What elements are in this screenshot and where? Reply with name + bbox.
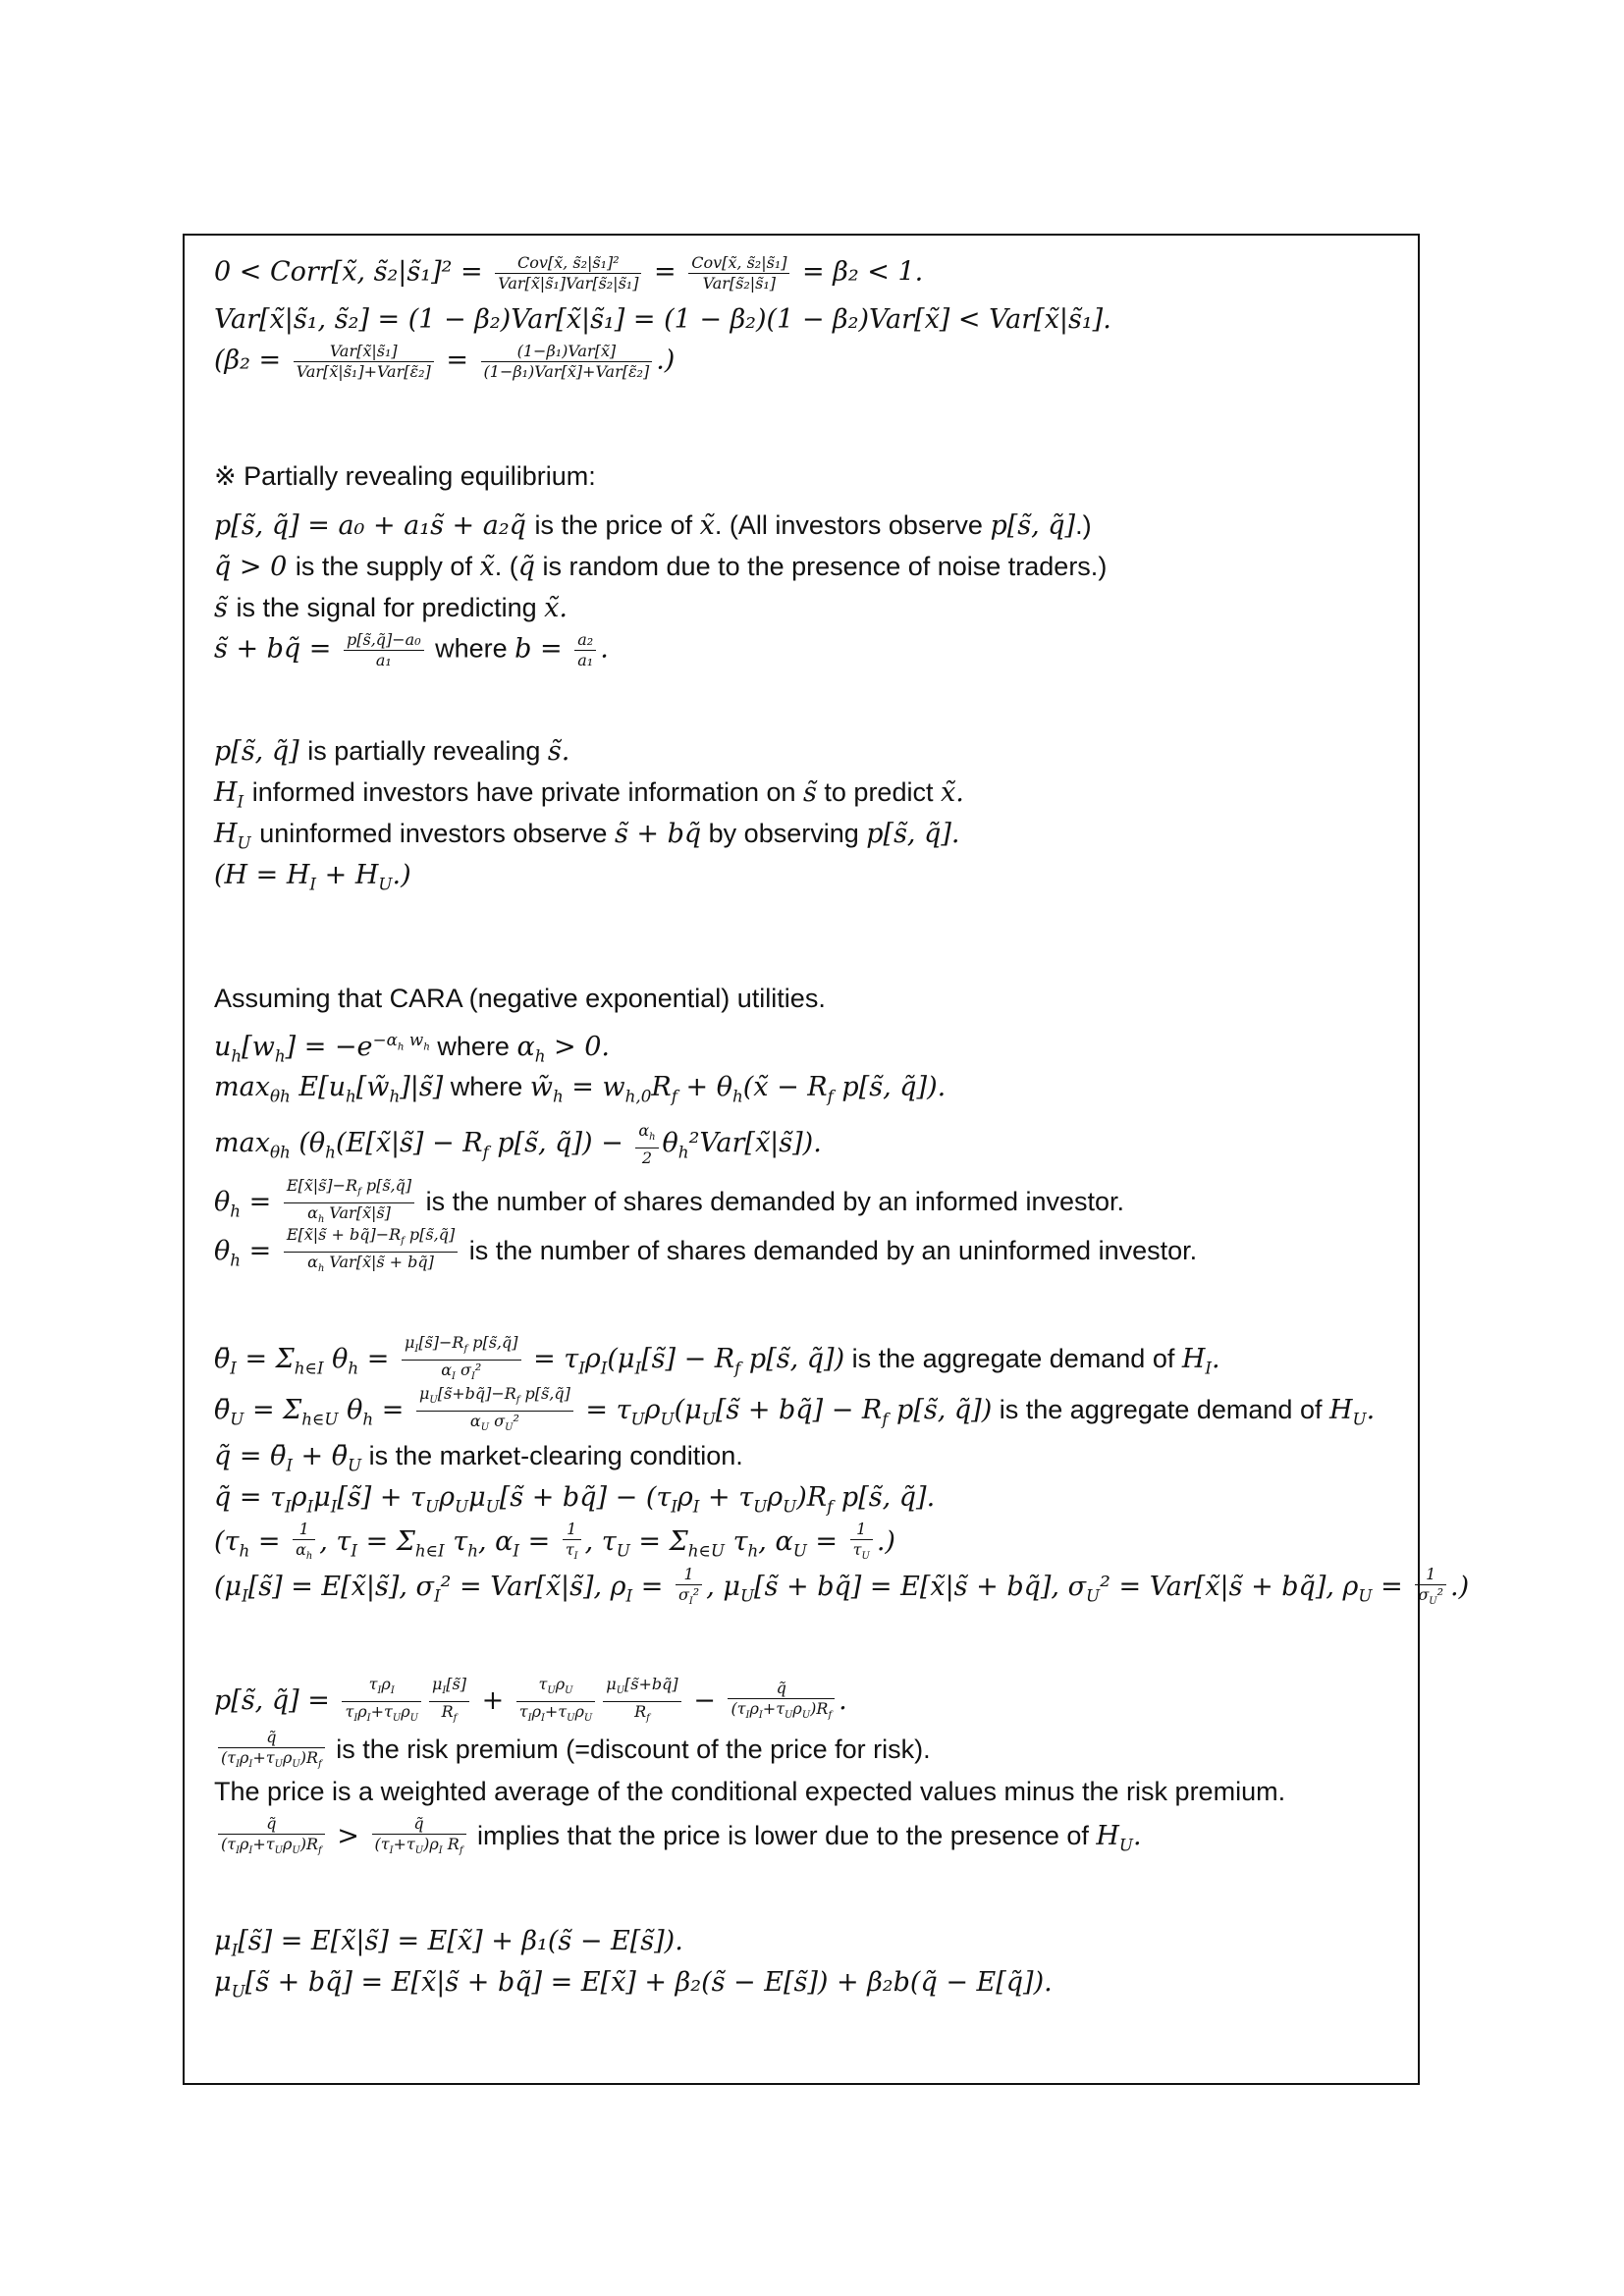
fraction	[416, 1384, 573, 1438]
math-segment: =	[437, 345, 477, 376]
text-line-16	[214, 1121, 822, 1169]
math-segment: , $\tau_I = \Sigma_{h\in I}$ $\tau_h$, $\alpha_I$ =	[319, 1526, 559, 1561]
math-segment: $\alpha_h > 0$.	[516, 1032, 611, 1066]
prose-segment: to predict	[816, 777, 941, 807]
math-segment: p[s̃, q̃]	[990, 510, 1076, 541]
math-segment: $\theta_h$ =	[214, 1235, 280, 1270]
text-line-5	[214, 508, 1092, 543]
text-line-30	[214, 1965, 1053, 2007]
math-segment: , $\mu_U[s̃$ + bq̃] = E[x̃|s̃ + bq̃], $\sigma_U^2$ = Var[x̃|s̃ + bq̃], $\rho_U$ =	[706, 1572, 1412, 1606]
fraction-numerator: $\mu_I[s̃]-R_f$ p[s̃,q̃]	[402, 1333, 521, 1361]
text-line-29	[214, 1924, 683, 1966]
math-segment: $\thetā_U = \Sigma_{h\in U}$ $\theta_h$ =	[214, 1394, 412, 1429]
fraction-numerator: $\mu_U[s̃+bq̃]$	[603, 1675, 680, 1702]
math-segment: .)	[656, 345, 676, 376]
fraction-numerator: $E[x̃|s̃]-R_f$ p[s̃,q̃]	[284, 1176, 414, 1203]
math-segment: q̃ > 0	[214, 552, 296, 582]
text-line-20	[214, 1384, 1375, 1438]
text-line-8	[214, 630, 609, 670]
math-segment: q̃	[517, 552, 535, 582]
text-line-11	[214, 817, 960, 859]
fraction-numerator: q̃	[218, 1728, 325, 1748]
math-segment: ($\mu_I[s̃]$ = E[x̃|s̃], $\sigma_I^2$ = Var[x̃|s̃], $\rho_I$ =	[214, 1572, 672, 1606]
prose-segment: is the aggregate demand of	[844, 1343, 1182, 1373]
math-segment: 0 < Corr[x̃, s̃₂|s̃₁]² =	[214, 256, 492, 288]
fraction-numerator: p[s̃,q̃]−a₀	[344, 630, 424, 651]
prose-segment: is the market-clearing condition.	[361, 1441, 743, 1470]
math-segment: .	[839, 1684, 847, 1716]
math-segment: (β₂ =	[214, 345, 290, 376]
math-segment: $\thetā_I = \Sigma_{h\in I}$ $\theta_h$ =	[214, 1343, 398, 1378]
prose-segment: is random due to the presence of noise traders.)	[534, 552, 1108, 581]
math-segment: $\max_{\theta h}$ ($\theta_h(E[x̃|s̃] - R_f$ p[s̃, q̃]) −	[214, 1128, 632, 1162]
fraction-denominator: $\tau_I\rho_I+\tau_U\rho_U$	[518, 1702, 593, 1725]
fraction-numerator: 1	[563, 1520, 581, 1540]
text-line-12	[214, 858, 411, 900]
math-segment: p[s̃, q̃] = a₀ + a₁s̃ + a₂q̃	[214, 510, 535, 541]
fraction-denominator: $\tau_I\rho_I+\tau_U\rho_U$	[345, 1702, 418, 1725]
math-segment: $w̃_h = w_{h,0}R_f$ + $\theta_h(x̃ - R_f$ p[s̃, q̃]).	[529, 1072, 947, 1106]
math-segment: x̃.	[940, 777, 964, 808]
fraction-numerator: Var[x̃|s̃₁]	[294, 342, 434, 362]
math-segment: p[s̃, q̃]	[214, 736, 308, 767]
math-segment: ($\tau_h$ =	[214, 1526, 290, 1561]
prose-segment: is the signal for predicting	[236, 593, 545, 622]
content-frame	[183, 234, 1470, 2085]
math-segment: −	[684, 1684, 725, 1716]
fraction-denominator: $\tau_I$	[565, 1540, 578, 1563]
math-segment: =	[645, 256, 685, 288]
text-line-26	[214, 1728, 931, 1775]
fraction-denominator: $(\tau_I+\tau_U)\rho_I$ $R_f$	[374, 1835, 463, 1857]
math-segment: = $\tau_U\rho_U(\mu_U[s̃$ + bq̃] − $R_f$ p[s̃, q̃])	[576, 1394, 993, 1429]
math-segment: s̃.	[547, 736, 570, 767]
prose-segment: . (	[494, 552, 518, 581]
fraction-numerator: 1	[850, 1520, 873, 1540]
text-line-9	[214, 734, 569, 769]
math-segment: $u_h[w_h] = -e^{-\alpha_h w_h}$	[214, 1030, 430, 1066]
fraction-numerator: $\tau_U\rho_U$	[516, 1675, 596, 1702]
fraction-numerator: Cov[x̃, s̃₂|s̃₁]	[688, 253, 789, 274]
math-segment: +	[472, 1684, 513, 1716]
fraction	[1415, 1565, 1446, 1612]
math-segment: s̃	[803, 777, 817, 808]
fraction	[574, 630, 596, 670]
fraction-denominator: $\sigma_U^2$	[1418, 1585, 1444, 1608]
math-segment: p[s̃, q̃] =	[214, 1684, 339, 1716]
text-line-21	[214, 1439, 743, 1481]
fraction-denominator: $R_f$	[634, 1702, 650, 1725]
text-line-19	[214, 1333, 1220, 1387]
math-segment: s̃ + bq̃ =	[214, 633, 340, 665]
fraction-numerator: 1	[293, 1520, 315, 1540]
fraction	[850, 1520, 873, 1567]
fraction-denominator: $(\tau_I\rho_I+\tau_U\rho_U)R_f$	[731, 1698, 833, 1721]
fraction-denominator: Var[s̃₂|s̃₁]	[702, 274, 777, 293]
math-segment: q̃ = $\thetā_I$ + $\thetā_U$	[214, 1441, 362, 1475]
fraction-denominator: a₁	[577, 651, 594, 669]
math-segment: $(H = H_I + H_U.)$	[214, 860, 411, 894]
fraction-numerator: 1	[676, 1565, 702, 1585]
math-segment: $H_U$.	[1328, 1394, 1376, 1429]
math-segment: p[s̃, q̃].	[866, 819, 960, 849]
fraction-denominator: 2	[641, 1148, 653, 1168]
text-line-24	[214, 1565, 1469, 1613]
fraction	[372, 1814, 466, 1861]
fraction-numerator: 1	[1415, 1565, 1446, 1585]
fraction	[342, 1675, 421, 1729]
fraction-numerator: a₂	[574, 630, 596, 651]
prose-segment: where	[443, 1072, 530, 1101]
fraction-numerator: $\tau_I\rho_I$	[342, 1675, 421, 1702]
fraction-numerator: q̃	[218, 1814, 325, 1835]
fraction-numerator: q̃	[372, 1814, 466, 1835]
math-segment: .)	[876, 1526, 895, 1558]
math-segment: b =	[514, 633, 571, 665]
text-line-25	[214, 1675, 847, 1729]
text-line-6	[214, 550, 1107, 584]
math-segment: x̃	[699, 510, 715, 541]
text-line-17	[214, 1176, 1124, 1230]
fraction-denominator: Var[x̃|s̃₁]Var[s̃₂|s̃₁]	[498, 274, 639, 293]
fraction	[688, 253, 789, 294]
fraction-numerator: $\alpha_h$	[635, 1121, 658, 1148]
fraction-denominator: $\alpha_h$ Var[x̃|s̃]	[307, 1203, 391, 1226]
text-line-10	[214, 775, 964, 818]
fraction-denominator: $(\tau_I\rho_I+\tau_U\rho_U)R_f$	[221, 1835, 322, 1857]
text-line-4: ※ Partially revealing equilibrium:	[214, 461, 596, 491]
math-segment: $\mu_U[s̃$ + bq̃] = E[x̃|s̃ + bq̃] = E[x̃] + β₂(s̃ − E[s̃]) + β₂b(q̃ − E[q̃]).	[214, 1967, 1053, 2002]
math-segment: $H_U$	[214, 819, 251, 853]
fraction	[635, 1121, 658, 1168]
fraction-denominator: (1−β₁)Var[x̃]+Var[ε̃₂]	[483, 362, 650, 381]
fraction	[218, 1814, 325, 1861]
fraction-numerator: E[x̃|s̃ + $bq̃]-R_f$ p[s̃,q̃]	[284, 1225, 458, 1253]
prose-segment: by observing	[701, 819, 867, 848]
prose-segment: . (All investors observe	[714, 510, 991, 540]
fraction-denominator: $\alpha_h$ Var[x̃|s̃ + bq̃]	[307, 1253, 434, 1275]
text-line-28	[214, 1814, 1142, 1862]
math-segment: s̃ + bq̃	[614, 819, 702, 849]
prose-segment: informed investors have private information on	[251, 777, 804, 807]
text-line-22	[214, 1480, 935, 1522]
math-segment: $H_I$.	[1181, 1343, 1220, 1378]
fraction-numerator: $\mu_I[s̃]$	[429, 1675, 469, 1702]
prose-segment: is the aggregate demand of	[992, 1394, 1329, 1424]
text-line-14	[214, 1023, 610, 1072]
math-segment: = $\tau_I\rho_I(\mu_I[s̃] - R_f$ p[s̃, q̃])	[524, 1343, 845, 1378]
fraction-numerator: $\mu_U[s̃+bq̃]-R_f$ p[s̃,q̃]	[416, 1384, 573, 1412]
prose-segment: implies that the price is lower due to the presence of	[469, 1821, 1097, 1851]
text-line-15	[214, 1070, 946, 1112]
fraction	[294, 342, 434, 382]
math-segment: .)	[1450, 1572, 1470, 1603]
fraction	[495, 253, 641, 294]
prose-segment: is partially revealing	[307, 736, 548, 766]
fraction-denominator: $\sigma_I^2$	[677, 1585, 700, 1608]
fraction-numerator: q̃	[728, 1679, 835, 1699]
prose-segment: is the number of shares demanded by an informed investor.	[418, 1186, 1125, 1216]
text-line-18	[214, 1225, 1197, 1279]
fraction	[402, 1333, 521, 1387]
prose-segment: is the supply of	[295, 552, 480, 581]
fraction-numerator: Cov[x̃, s̃₂|s̃₁]²	[495, 253, 641, 274]
text-line-27: The price is a weighted average of the conditional expected values minus the risk premium.	[214, 1777, 1286, 1806]
text-line-23	[214, 1520, 895, 1568]
math-segment: .	[600, 633, 609, 665]
math-segment: x̃.	[544, 593, 568, 623]
fraction	[481, 342, 653, 382]
math-segment: x̃	[479, 552, 495, 582]
math-segment: $H_I$	[214, 777, 244, 812]
math-segment: Var[x̃|s̃₁, s̃₂] = (1 − β₂)Var[x̃|s̃₁] = (1 − β₂)(1 − β₂)Var[x̃] < Var[x̃|s̃₁].	[214, 304, 1111, 335]
fraction	[728, 1679, 835, 1726]
fraction-denominator: $(\tau_I\rho_I+\tau_U\rho_U)R_f$	[221, 1748, 322, 1771]
text-line-13: Assuming that CARA (negative exponential) utilities.	[214, 984, 826, 1013]
prose-segment: is the risk premium (=discount of the price for risk).	[328, 1735, 931, 1765]
prose-segment: is the number of shares demanded by an uninformed investor.	[461, 1235, 1198, 1265]
text-line-2	[214, 302, 1111, 337]
fraction-denominator: $\alpha_h$	[296, 1540, 313, 1563]
fraction-denominator: Var[x̃|s̃₁]+Var[ε̃₂]	[296, 362, 431, 381]
math-segment: , $\tau_U = \Sigma_{h\in U}$ $\tau_h$, $\alpha_U$ =	[584, 1526, 846, 1561]
fraction	[293, 1520, 315, 1567]
fraction	[516, 1675, 596, 1729]
fraction-denominator: $\alpha_U$ $\sigma_U^2$	[469, 1412, 519, 1434]
math-segment: $\max_{\theta h}$ $E[u_h[w̃_h]|s̃]$	[214, 1072, 444, 1106]
math-segment: s̃	[214, 593, 237, 623]
math-segment: q̃ = $\tau_I\rho_I\mu_I[s̃]$ + $\tau_U\rho_U\mu_U[s̃$ + bq̃] − $(\tau_I\rho_I + \tau_U\rho_U)R_f$ p[s̃, q̃].	[214, 1482, 936, 1517]
fraction-denominator: $\alpha_I$ $\sigma_I^2$	[441, 1361, 482, 1383]
fraction-numerator: (1−β₁)Var[x̃]	[481, 342, 653, 362]
math-segment: >	[328, 1821, 368, 1852]
math-segment: = β₂ < 1.	[793, 256, 924, 288]
fraction	[676, 1565, 702, 1612]
math-segment: $H_U$.	[1096, 1821, 1142, 1855]
fraction	[218, 1728, 325, 1775]
fraction-denominator: a₁	[375, 651, 392, 669]
fraction	[563, 1520, 581, 1567]
fraction	[284, 1225, 458, 1279]
math-segment: $\theta_h$ =	[214, 1186, 280, 1221]
fraction	[603, 1675, 680, 1729]
prose-segment: where	[427, 633, 515, 664]
fraction-denominator: $R_f$	[441, 1702, 458, 1725]
fraction	[284, 1176, 414, 1230]
fraction	[429, 1675, 469, 1729]
fraction-denominator: $\tau_U$	[852, 1540, 870, 1563]
prose-segment: .)	[1075, 510, 1092, 540]
text-line-1	[214, 253, 923, 294]
fraction	[344, 630, 424, 670]
prose-segment: is the price of	[534, 510, 700, 540]
prose-segment: uninformed investors observe	[259, 819, 615, 848]
math-segment: $\mu_I[s̃]$ = E[x̃|s̃] = E[x̃] + β₁(s̃ − E[s̃]).	[214, 1926, 683, 1960]
text-line-7	[214, 591, 568, 625]
math-segment: $\theta_h^2Var[x̃|s̃]$).	[662, 1128, 822, 1162]
prose-segment: where	[429, 1032, 517, 1061]
text-line-3	[214, 342, 675, 382]
